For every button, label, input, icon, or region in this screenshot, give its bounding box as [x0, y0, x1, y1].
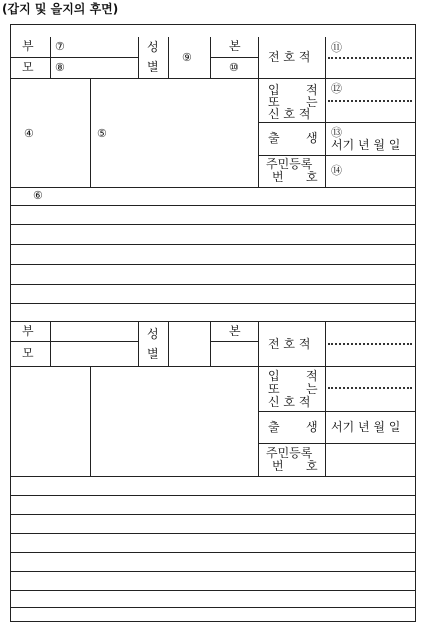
- prev-register-label-2: 전 호 적: [268, 337, 311, 351]
- father-label: 부: [22, 39, 34, 53]
- page-caption: (갑지 및 을지의 후면): [2, 2, 119, 16]
- field-number-13: ⑬: [331, 126, 342, 139]
- field-number-10: ⑩: [229, 61, 239, 74]
- rrn-label: 주민등록: [266, 157, 313, 171]
- rrn-ho-label: 호: [306, 170, 318, 184]
- birth-date-value: 서기 년 월 일: [331, 138, 401, 152]
- field-number-4: ④: [24, 127, 34, 140]
- bon-label: 본: [229, 39, 241, 53]
- birth-label-right-2: 생: [306, 420, 318, 434]
- sex-label-bottom-2: 별: [147, 347, 159, 361]
- ddo-label-2: 또: [268, 382, 280, 396]
- mother-label: 모: [22, 60, 34, 74]
- jeok-label: 적: [306, 83, 318, 97]
- father-label-2: 부: [22, 324, 34, 338]
- ip-label: 입: [268, 83, 280, 97]
- rrn-label-2: 주민등록: [266, 446, 313, 460]
- rrn-ho-label-2: 호: [306, 459, 318, 473]
- field-number-8: ⑧: [55, 61, 65, 74]
- neun-label: 는: [306, 95, 318, 109]
- sex-label-top-2: 성: [147, 327, 159, 341]
- new-register-label: 신 호 적: [268, 107, 311, 121]
- mother-label-2: 모: [22, 346, 34, 360]
- ddo-label: 또: [268, 95, 280, 109]
- field-number-14: ⑭: [331, 164, 342, 177]
- ip-label-2: 입: [268, 369, 280, 383]
- sex-label-bottom: 별: [147, 60, 159, 74]
- field-number-7: ⑦: [55, 40, 65, 53]
- rrn-bun-label: 번: [272, 170, 284, 184]
- birth-date-value-2: 서기 년 월 일: [331, 420, 401, 434]
- new-register-label-2: 신 호 적: [268, 395, 311, 409]
- field-number-5: ⑤: [97, 127, 107, 140]
- neun-label-2: 는: [306, 382, 318, 396]
- field-number-12: ⑫: [331, 82, 342, 95]
- birth-label-right: 생: [306, 131, 318, 145]
- field-number-9: ⑨: [182, 51, 192, 64]
- field-number-6: ⑥: [33, 189, 43, 202]
- birth-label-left-2: 출: [268, 420, 280, 434]
- jeok-label-2: 적: [306, 369, 318, 383]
- field-number-11: ⑪: [331, 41, 342, 54]
- sex-label-top: 성: [147, 40, 159, 54]
- birth-label-left: 출: [268, 131, 280, 145]
- bon-label-2: 본: [229, 324, 241, 338]
- prev-register-label: 전 호 적: [268, 50, 311, 64]
- rrn-bun-label-2: 번: [272, 459, 284, 473]
